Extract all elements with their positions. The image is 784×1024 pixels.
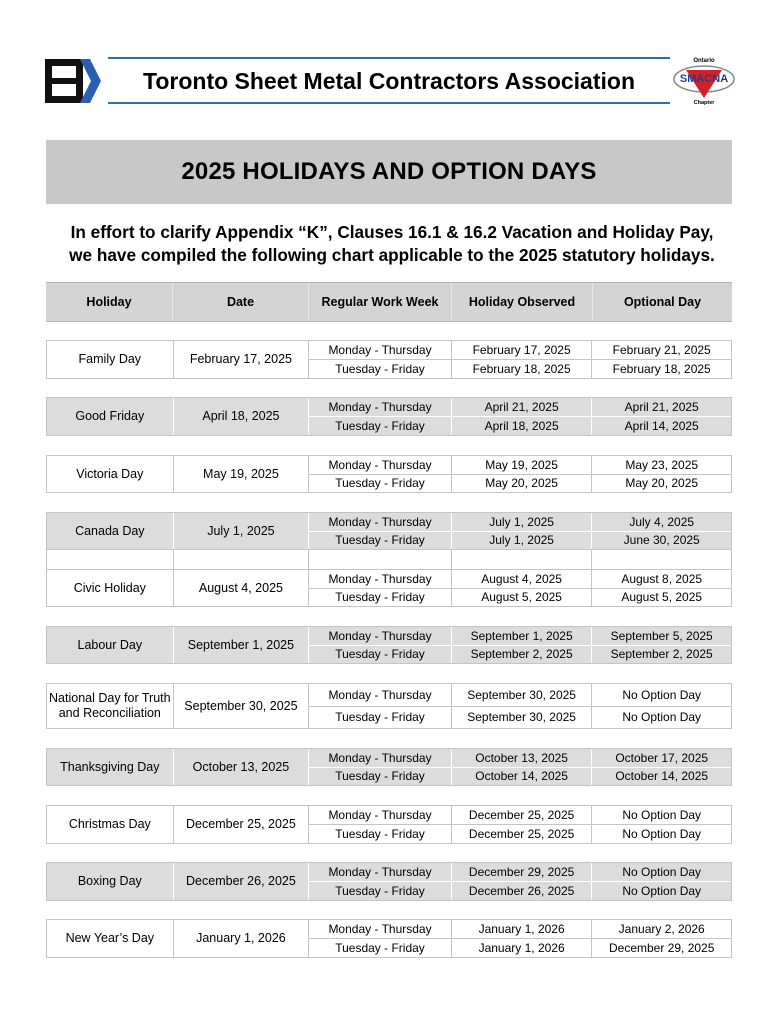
holiday-observed xyxy=(452,920,593,957)
optional-day xyxy=(592,920,731,957)
work-week-option: Tuesday - Friday xyxy=(335,419,425,433)
observed-date: October 13, 2025 xyxy=(452,749,592,768)
holiday-observed xyxy=(452,456,593,492)
optional-date: August 5, 2025 xyxy=(621,590,703,605)
optional-day xyxy=(592,806,731,843)
observed-date: September 1, 2025 xyxy=(452,627,592,646)
holiday-date: September 1, 2025 xyxy=(174,627,310,663)
holiday-name: Good Friday xyxy=(47,398,174,435)
work-week-option: Monday - Thursday xyxy=(309,398,451,417)
observed-date: September 2, 2025 xyxy=(470,647,573,662)
work-week-option: Monday - Thursday xyxy=(309,684,451,707)
optional-day xyxy=(592,513,731,549)
table-row xyxy=(46,340,732,379)
optional-day xyxy=(592,863,731,900)
observed-date: September 30, 2025 xyxy=(467,710,576,725)
optional-day xyxy=(592,341,731,378)
observed-date: January 1, 2026 xyxy=(478,941,565,955)
observed-date: July 1, 2025 xyxy=(489,533,554,548)
observed-date: August 4, 2025 xyxy=(452,570,592,589)
optional-date: February 21, 2025 xyxy=(592,341,731,360)
optional-date: No Option Day xyxy=(622,710,702,725)
optional-day xyxy=(592,684,731,728)
work-week-option: Tuesday - Friday xyxy=(335,647,425,662)
holiday-date: December 26, 2025 xyxy=(174,863,310,900)
table-row xyxy=(46,455,732,493)
observed-date: May 19, 2025 xyxy=(452,456,592,475)
regular-work-week xyxy=(309,513,452,549)
table-row xyxy=(46,397,732,436)
optional-date: No Option Day xyxy=(592,806,731,825)
holiday-name: Family Day xyxy=(47,341,174,378)
holiday-name: Boxing Day xyxy=(47,863,174,900)
regular-work-week xyxy=(309,684,452,728)
observed-date: April 21, 2025 xyxy=(452,398,592,417)
header-rule-top xyxy=(108,57,670,59)
holiday-observed xyxy=(452,684,593,728)
intro-paragraph xyxy=(40,221,744,267)
svg-text:SMACNA: SMACNA xyxy=(679,73,729,85)
optional-day xyxy=(592,456,731,492)
regular-work-week xyxy=(309,627,452,663)
header-holiday: Holiday xyxy=(46,283,173,321)
svg-text:Ontario: Ontario xyxy=(693,58,715,64)
regular-work-week xyxy=(309,570,452,606)
optional-date: December 29, 2025 xyxy=(609,941,715,955)
table-row xyxy=(46,862,732,901)
holiday-observed xyxy=(452,806,593,843)
optional-date: January 2, 2026 xyxy=(592,920,731,939)
optional-date: No Option Day xyxy=(622,884,702,898)
observed-date: February 18, 2025 xyxy=(472,362,571,376)
holiday-date: April 18, 2025 xyxy=(174,398,310,435)
regular-work-week xyxy=(309,806,452,843)
regular-work-week xyxy=(309,749,452,785)
optional-date: June 30, 2025 xyxy=(623,533,700,548)
observed-date: April 18, 2025 xyxy=(484,419,559,433)
spacer-row xyxy=(46,550,732,569)
work-week-option: Tuesday - Friday xyxy=(335,533,425,548)
work-week-option: Tuesday - Friday xyxy=(335,476,425,491)
work-week-option: Monday - Thursday xyxy=(309,806,451,825)
holiday-observed xyxy=(452,749,593,785)
table-row xyxy=(46,805,732,844)
table-row xyxy=(46,626,732,664)
holiday-name: Canada Day xyxy=(47,513,174,549)
optional-date: No Option Day xyxy=(592,684,731,707)
holiday-date: August 4, 2025 xyxy=(174,570,310,606)
observed-date: December 25, 2025 xyxy=(468,827,575,841)
observed-date: September 30, 2025 xyxy=(452,684,592,707)
work-week-option: Monday - Thursday xyxy=(309,627,451,646)
association-logo xyxy=(44,57,102,105)
optional-date: May 20, 2025 xyxy=(625,476,699,491)
work-week-option: Monday - Thursday xyxy=(309,749,451,768)
optional-date: August 8, 2025 xyxy=(592,570,731,589)
optional-date: April 21, 2025 xyxy=(592,398,731,417)
optional-date: May 23, 2025 xyxy=(592,456,731,475)
holiday-date: October 13, 2025 xyxy=(174,749,310,785)
intro-line-2: we have compiled the following chart applicable to the 2025 statutory holidays. xyxy=(69,245,715,265)
work-week-option: Monday - Thursday xyxy=(309,863,451,882)
holiday-observed xyxy=(452,627,593,663)
work-week-option: Tuesday - Friday xyxy=(335,362,425,376)
work-week-option: Monday - Thursday xyxy=(309,920,451,939)
optional-date: October 17, 2025 xyxy=(592,749,731,768)
header-optional-day: Optional Day xyxy=(623,295,702,309)
optional-date: October 14, 2025 xyxy=(615,769,709,784)
holiday-name: Thanksgiving Day xyxy=(47,749,174,785)
holiday-observed xyxy=(452,341,593,378)
observed-date: December 29, 2025 xyxy=(452,863,592,882)
optional-day xyxy=(592,627,731,663)
optional-day xyxy=(592,570,731,606)
optional-date: No Option Day xyxy=(592,863,731,882)
holiday-observed xyxy=(452,398,593,435)
regular-work-week xyxy=(309,863,452,900)
regular-work-week xyxy=(309,456,452,492)
work-week-option: Tuesday - Friday xyxy=(335,884,425,898)
optional-date: July 4, 2025 xyxy=(592,513,731,532)
observed-date: July 1, 2025 xyxy=(452,513,592,532)
holiday-date: September 30, 2025 xyxy=(174,684,310,728)
holiday-date: December 25, 2025 xyxy=(174,806,310,843)
observed-date: December 25, 2025 xyxy=(452,806,592,825)
table-row xyxy=(46,748,732,786)
table-row xyxy=(46,512,732,550)
work-week-option: Tuesday - Friday xyxy=(335,710,425,725)
table-row xyxy=(46,683,732,729)
holiday-date: May 19, 2025 xyxy=(174,456,310,492)
optional-day xyxy=(592,749,731,785)
regular-work-week xyxy=(309,398,452,435)
work-week-option: Tuesday - Friday xyxy=(335,769,425,784)
holiday-name: National Day for Truth and Reconciliation xyxy=(47,684,174,728)
holiday-name: Victoria Day xyxy=(47,456,174,492)
table-header xyxy=(46,282,732,322)
holiday-name: Civic Holiday xyxy=(47,570,174,606)
optional-date: April 14, 2025 xyxy=(624,419,699,433)
header-holiday-observed: Holiday Observed xyxy=(452,283,593,321)
holiday-date: January 1, 2026 xyxy=(174,920,310,957)
svg-text:Chapter: Chapter xyxy=(693,100,715,106)
work-week-option: Monday - Thursday xyxy=(309,456,451,475)
page-title: 2025 HOLIDAYS AND OPTION DAYS xyxy=(46,140,732,204)
work-week-option: Tuesday - Friday xyxy=(335,827,425,841)
table-row xyxy=(46,569,732,607)
header-date: Date xyxy=(173,283,309,321)
observed-date: February 17, 2025 xyxy=(452,341,592,360)
holiday-name: Christmas Day xyxy=(47,806,174,843)
optional-date: February 18, 2025 xyxy=(612,362,711,376)
work-week-option: Tuesday - Friday xyxy=(335,590,425,605)
observed-date: August 5, 2025 xyxy=(481,590,562,605)
holiday-observed xyxy=(452,513,593,549)
holiday-name: New Year’s Day xyxy=(47,920,174,957)
holiday-observed xyxy=(452,863,593,900)
observed-date: May 20, 2025 xyxy=(485,476,558,491)
observed-date: January 1, 2026 xyxy=(452,920,592,939)
work-week-option: Monday - Thursday xyxy=(309,341,451,360)
work-week-option: Monday - Thursday xyxy=(309,570,451,589)
optional-date: September 2, 2025 xyxy=(610,647,713,662)
smacna-logo xyxy=(672,54,736,106)
work-week-option: Monday - Thursday xyxy=(309,513,451,532)
work-week-option: Tuesday - Friday xyxy=(335,941,425,955)
org-name: Toronto Sheet Metal Contractors Association xyxy=(143,68,635,94)
header-rule-bottom xyxy=(108,102,670,104)
observed-date: October 14, 2025 xyxy=(475,769,568,784)
holiday-observed xyxy=(452,570,593,606)
holiday-date: July 1, 2025 xyxy=(174,513,310,549)
holiday-date: February 17, 2025 xyxy=(174,341,310,378)
optional-date: September 5, 2025 xyxy=(592,627,731,646)
header-regular-work-week: Regular Work Week xyxy=(309,283,452,321)
regular-work-week xyxy=(309,920,452,957)
intro-line-1: In effort to clarify Appendix “K”, Clauses 16.1 & 16.2 Vacation and Holiday Pay, xyxy=(70,222,714,242)
optional-day xyxy=(592,398,731,435)
table-row xyxy=(46,919,732,958)
regular-work-week xyxy=(309,341,452,378)
optional-date: No Option Day xyxy=(622,827,702,841)
observed-date: December 26, 2025 xyxy=(468,884,575,898)
holiday-name: Labour Day xyxy=(47,627,174,663)
